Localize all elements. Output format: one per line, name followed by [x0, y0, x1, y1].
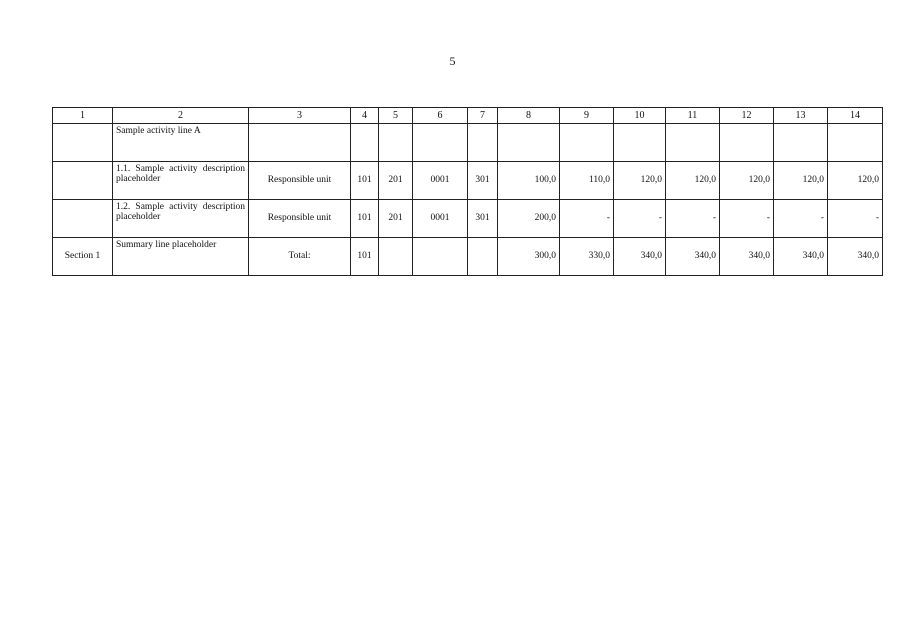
row-group [53, 200, 113, 238]
row-value: 301 [468, 162, 498, 200]
col-number: 8 [498, 108, 560, 124]
col-number: 11 [666, 108, 720, 124]
row-value: 100,0 [498, 162, 560, 200]
row-value: 120,0 [774, 162, 828, 200]
row-value [828, 124, 883, 162]
row-value: 0001 [413, 200, 468, 238]
row-value: 340,0 [666, 238, 720, 276]
row-value: - [720, 200, 774, 238]
row-value [560, 124, 614, 162]
row-owner: Responsible unit [249, 200, 351, 238]
row-description: 1.2. Sample activity description placeholder [113, 200, 249, 238]
row-value: - [666, 200, 720, 238]
row-group [53, 162, 113, 200]
row-value: 300,0 [498, 238, 560, 276]
row-description: Sample activity line A [113, 124, 249, 162]
col-number: 10 [614, 108, 666, 124]
row-value: - [614, 200, 666, 238]
row-value: 110,0 [560, 162, 614, 200]
row-value: 120,0 [720, 162, 774, 200]
row-value: 301 [468, 200, 498, 238]
row-value: 201 [379, 162, 413, 200]
row-value: 340,0 [614, 238, 666, 276]
col-number: 7 [468, 108, 498, 124]
row-value: 340,0 [774, 238, 828, 276]
budget-table [52, 107, 883, 276]
row-value: - [774, 200, 828, 238]
col-number: 9 [560, 108, 614, 124]
row-value [774, 124, 828, 162]
col-number: 4 [351, 108, 379, 124]
row-value [666, 124, 720, 162]
row-group: Section 1 [53, 238, 113, 276]
row-group [53, 124, 113, 162]
row-description: Summary line placeholder [113, 238, 249, 276]
row-value: - [828, 200, 883, 238]
table-row [53, 238, 883, 276]
row-value: 200,0 [498, 200, 560, 238]
col-number: 14 [828, 108, 883, 124]
row-owner: Total: [249, 238, 351, 276]
row-value: 340,0 [720, 238, 774, 276]
row-value [351, 124, 379, 162]
table-body [53, 124, 883, 276]
row-value [614, 124, 666, 162]
page-number: 5 [449, 54, 456, 68]
row-value [468, 124, 498, 162]
col-number: 3 [249, 108, 351, 124]
column-numbers-row [53, 108, 883, 124]
row-owner: Responsible unit [249, 162, 351, 200]
row-description: 1.1. Sample activity description placeholder [113, 162, 249, 200]
row-value: 120,0 [666, 162, 720, 200]
row-value: 340,0 [828, 238, 883, 276]
col-number: 1 [53, 108, 113, 124]
col-number: 2 [113, 108, 249, 124]
row-value: 201 [379, 200, 413, 238]
row-value [379, 124, 413, 162]
col-number: 5 [379, 108, 413, 124]
table-row [53, 124, 883, 162]
row-value: - [560, 200, 614, 238]
table-row [53, 162, 883, 200]
row-value [413, 124, 468, 162]
row-value: 101 [351, 162, 379, 200]
row-value [468, 238, 498, 276]
row-value: 330,0 [560, 238, 614, 276]
row-value: 101 [351, 238, 379, 276]
row-value [498, 124, 560, 162]
col-number: 12 [720, 108, 774, 124]
table-row [53, 200, 883, 238]
row-value: 101 [351, 200, 379, 238]
row-value [720, 124, 774, 162]
col-number: 6 [413, 108, 468, 124]
row-value [413, 238, 468, 276]
row-value [379, 238, 413, 276]
row-owner [249, 124, 351, 162]
row-value: 120,0 [614, 162, 666, 200]
col-number: 13 [774, 108, 828, 124]
row-value: 0001 [413, 162, 468, 200]
row-value: 120,0 [828, 162, 883, 200]
